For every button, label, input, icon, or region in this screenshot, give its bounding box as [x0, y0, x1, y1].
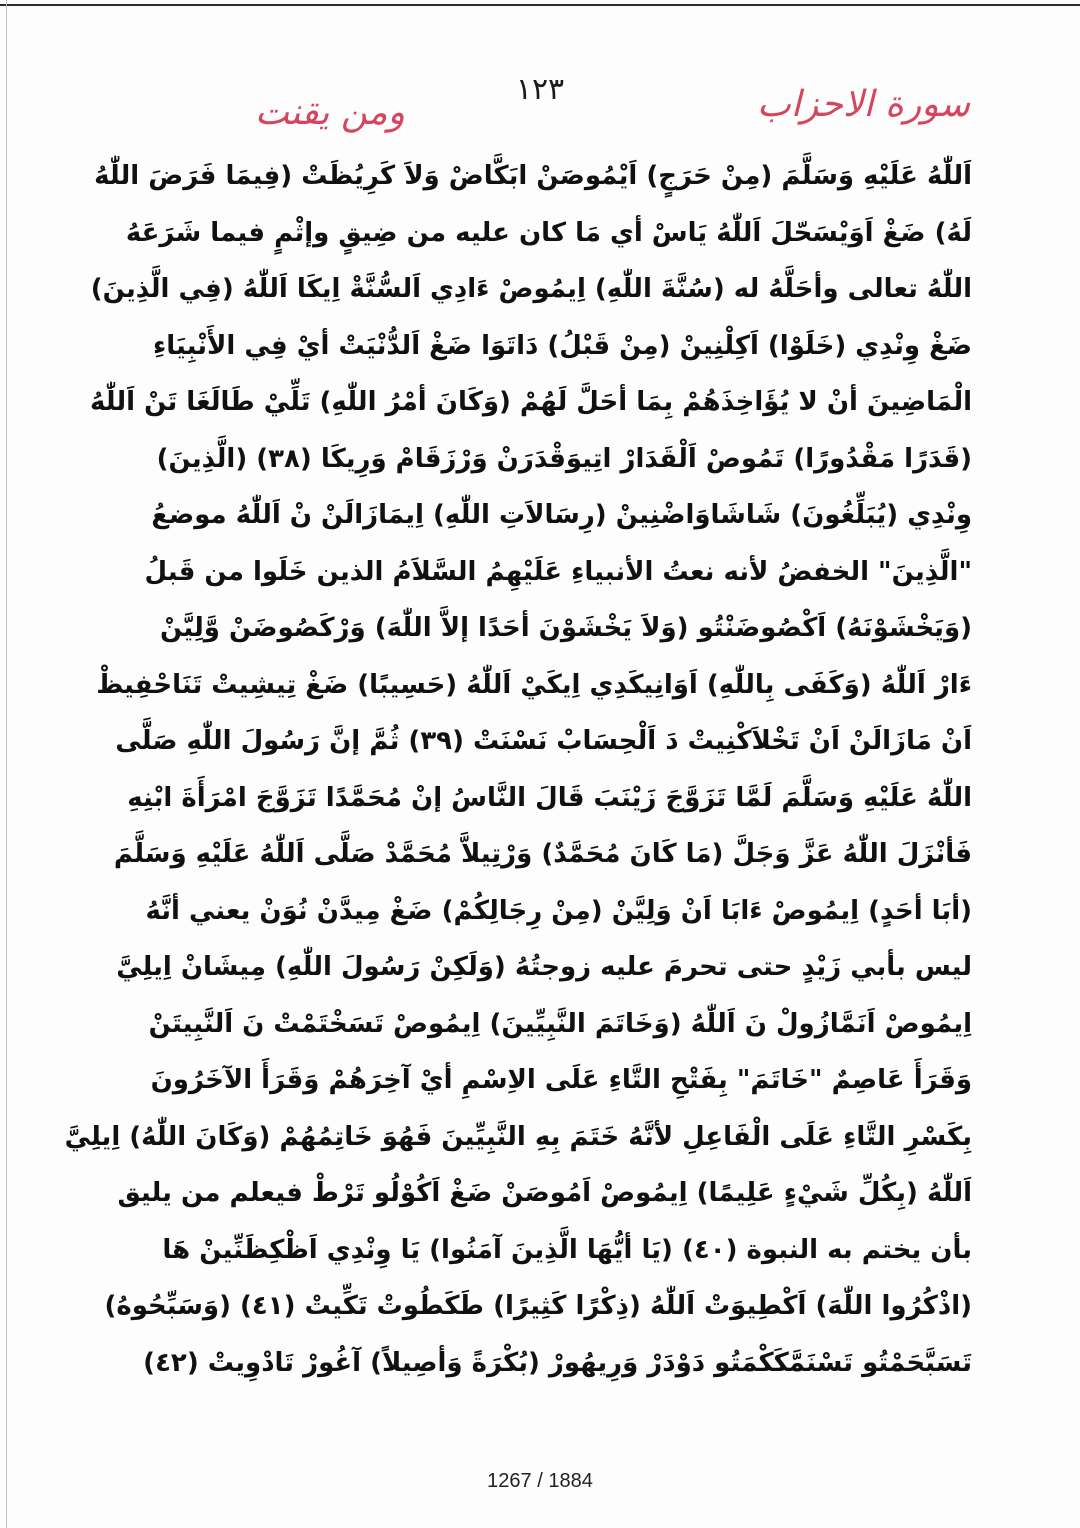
text-line: لَهُ) ضَغْ اَوَيْسَحّلَ اَللّٰهُ يَاسْ أي مَا كان عليه من ضِيقٍ وإثْمٍ فيما شَرَعَهُ	[125, 217, 972, 248]
text-line: تَسَبَّحَمْتُو تَسْنَمَّكَكْمَتُو دَوْدَرْ وَرِيهُورْ (بُكْرَةً وَأصِيلاً) آغُورْ تَادْوِيتْ (٤٢)	[143, 1347, 972, 1378]
text-line: (اذْكُرُوا اللّٰهَ) اَكْطِيوَتْ اَللّٰهُ (ذِكْرًا كَثِيرًا) طَكَطُوتْ تَكِّيتْ (٤١) (وَسَبِّحُوهُ)	[104, 1291, 972, 1321]
scan-top-edge	[0, 4, 1080, 6]
text-line: ءَارْ اَللّٰهُ (وَكَفَى بِاللّٰهِ) اَوَانِيكَدِي اِيكَيْ اَللّٰهُ (حَسِيبًا) ضَغْ تِيشِيتْ تَنَاحْفِيظْ	[96, 669, 972, 700]
surah-header-annotation: سورة الاحزاب	[757, 84, 970, 125]
text-line: اَللّٰهُ عَلَيْهِ وَسَلَّمَ (مِنْ حَرَجٍ) اَيْمُوصَنْ ابَكَّاضْ وَلاَ كَرِيُظَتْ (فِيمَا فَرَضَ اللّٰهُ	[94, 161, 972, 191]
text-line: اَنْ مَازَالَنْ اَنْ تَخْلاَكْنِيتْ دَ اَلْحِسَابْ نَسْنَتْ (٣٩) ثُمَّ إنَّ رَسُولَ اللّٰهِ صَلَّى	[115, 726, 972, 756]
text-line: (أبَا أحَدٍ) اِيمُوصْ ءَابَا اَنْ وَلِيَّنْ (مِنْ رِجَالِكُمْ) ضَغْ مِيدَّنْ نُوَنْ يعني أنَّهُ	[145, 895, 972, 926]
section-header-annotation: ومن يقنت	[255, 92, 405, 133]
text-line: اللّٰهُ تعالى وأحَلَّهُ له (سُنَّةَ اللّٰهِ) اِيمُوصْ ءَادِي اَلسُّنَّةْ اِيكَا اَللّٰهُ (فِي الَّذِينَ)	[90, 274, 972, 304]
text-line: وَقَرَأَ عَاصِمٌ "خَاتَمَ" بِفَتْحِ التَّاءِ عَلَى الاِسْمِ أيْ آخِرَهُمْ وَقَرَأَ الآخَرُونَ	[150, 1065, 972, 1095]
text-line: ليس بأبي زَيْدٍ حتى تحرمَ عليه زوجتُهُ (وَلَكِنْ رَسُولَ اللّٰهِ) مِيشَانْ اِيلِيَّ	[116, 952, 972, 982]
text-line: وِنْدِي (يُبَلِّغُونَ) شَاشَاوَاضْنِينْ (رِسَالاَتِ اللّٰهِ) اِيمَازَالَنْ نْ اَللّٰهُ موضعُ	[151, 500, 972, 530]
page-number: ١٢٣	[515, 72, 565, 107]
pdf-page-counter: 1267 / 1884	[487, 1470, 593, 1492]
text-line: (قَدَرًا مَقْدُورًا) تَمُوصْ اَلْقَدَارْ اتِيوَقْدَرَنْ وَرْزَقَامْ وَرِيكَا (٣٨) (الَّذِينَ)	[156, 443, 972, 474]
text-line: اِيمُوصْ اَنَمَّازُولْ نَ اَللّٰهُ (وَخَاتَمَ النَّبِيِّينَ) اِيمُوصْ تَسَخْتَمْتْ نَ اَلنَّبِيتَنْ	[148, 1008, 972, 1039]
text-line: اَللّٰهُ (بِكُلِّ شَيْءٍ عَلِيمًا) اِيمُوصْ اَمُوصَنْ ضَغْ اَكُوْلُو تَرْطْ فيعلم من يليق	[117, 1178, 972, 1208]
text-line: ضَغْ وِنْدِي (خَلَوْا) اَكِلْنِينْ (مِنْ قَبْلُ) دَاتَوَا ضَغْ اَلدُّنْيَتْ أيْ فِي الأَنْبِيَاءِ	[152, 330, 972, 361]
commentary-text-block	[64, 148, 972, 1391]
text-line: بِكَسْرِ التَّاءِ عَلَى الْفَاعِلِ لأنَّهُ خَتَمَ بِهِ النَّبِيِّينَ فَهُوَ خَاتِمُهُمْ (وَكَانَ اللّٰهُ) اِيلِيَّ	[64, 1121, 972, 1152]
text-line: فَأنْزَلَ اللّٰهُ عَزَّ وَجَلَّ (مَا كَانَ مُحَمَّدٌ) وَرْتِيلاَّ مُحَمَّدْ صَلَّى اَللّٰهُ عَلَيْهِ وَسَلَّمَ	[113, 839, 972, 869]
text-line: (وَيَخْشَوْنَهُ) اَكْصُوضَنْتُو (وَلاَ يَخْشَوْنَ أحَدًا إلاَّ اللّٰهَ) وَرْكَصُوضَنْ وَّلِيَّنْ	[159, 613, 972, 643]
scan-left-edge	[6, 0, 7, 1528]
text-line: "الَّذِينَ" الخفضُ لأنه نعتُ الأنبياءِ عَلَيْهِمُ السَّلاَمُ الذين خَلَوا من قَبلُ	[144, 556, 972, 587]
text-line: اللّٰهُ عَلَيْهِ وَسَلَّمَ لَمَّا تَزَوَّجَ زَيْنَبَ قَالَ النَّاسُ إنْ مُحَمَّدًا تَزَوَّجَ امْرَأَةَ ابْنِهِ	[127, 782, 972, 813]
text-line: الْمَاضِينَ أنْ لا يُؤَاخِذَهُمْ بِمَا أحَلَّ لَهُمْ (وَكَانَ أمْرُ اللّٰهِ) تَلِّيْ طَالَغَا تَنْ اَللّٰهُ	[89, 387, 972, 417]
text-line: بأن يختم به النبوة (٤٠) (يَا أيُّهَا الَّذِينَ آمَنُوا) يَا وِنْدِي اَظْكِظَنِّينْ هَا	[162, 1234, 972, 1265]
